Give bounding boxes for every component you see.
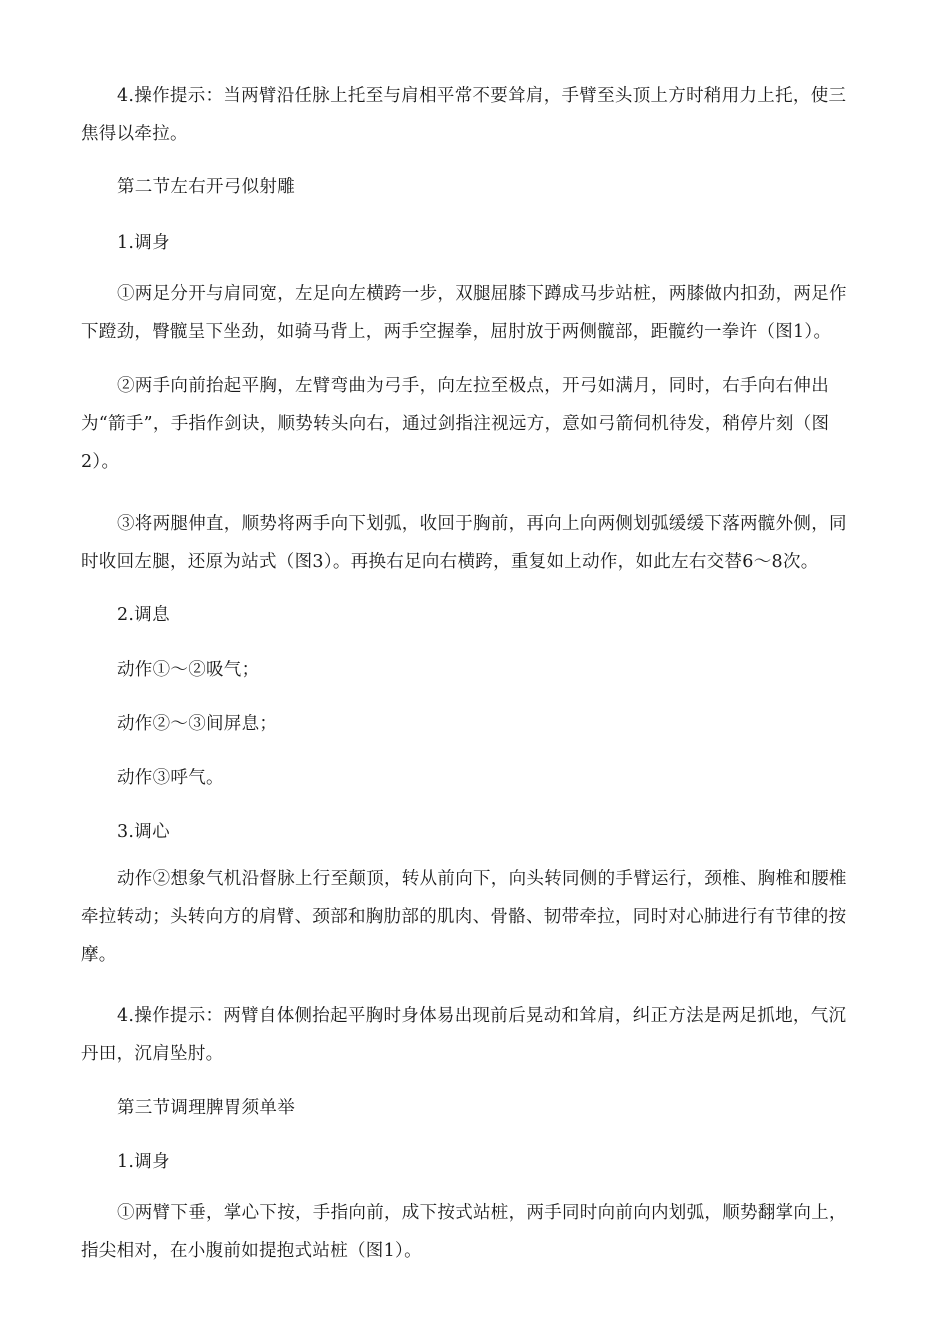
paragraph-operation-tip-2: 4.操作提示：两臂自体侧抬起平胸时身体易出现前后晃动和耸肩，纠正方法是两足抓地，气沉丹田，沉肩坠肘。	[81, 1006, 847, 1064]
section-heading-3: 第三节调理脾胃须单举	[117, 1098, 295, 1118]
paragraph-operation-tip-1: 4.操作提示：当两臂沿任脉上托至与肩相平常不要耸肩，手臂至头顶上方时稍用力上托，使三焦得以牵拉。	[81, 86, 847, 144]
subheading-tiaoshen: 1.调身	[117, 233, 170, 253]
section-heading-2: 第二节左右开弓似射雕	[117, 177, 295, 197]
subheading-tiaoxin: 3.调心	[117, 822, 170, 842]
breath-exhale: 动作③呼气。	[117, 768, 224, 788]
breath-inhale: 动作①～②吸气；	[117, 660, 260, 680]
paragraph-step-1-b: ①两臂下垂，掌心下按，手指向前，成下按式站桩，两手同时向前向内划弧，顺势翻掌向上，指尖相对，在小腹前如提抱式站桩（图1）。	[81, 1203, 847, 1261]
paragraph-mind: 动作②想象气机沿督脉上行至颠顶，转从前向下，向头转同侧的手臂运行，颈椎、胸椎和腰椎牵拉转动；头转向方的肩臂、颈部和胸肋部的肌肉、骨骼、韧带牵拉，同时对心肺进行有节律的按摩。	[81, 869, 847, 965]
paragraph-step-1: ①两足分开与肩同宽，左足向左横跨一步，双腿屈膝下蹲成马步站桩，两膝做内扣劲，两足作下蹬劲，臀髋呈下坐劲，如骑马背上，两手空握拳，屈肘放于两侧髋部，距髋约一拳许（图1）。	[81, 284, 847, 342]
subheading-tiaoshen-2: 1.调身	[117, 1152, 170, 1172]
subheading-tiaoxi: 2.调息	[117, 605, 170, 625]
breath-hold: 动作②～③间屏息；	[117, 714, 278, 734]
paragraph-step-2: ②两手向前抬起平胸，左臂弯曲为弓手，向左拉至极点，开弓如满月，同时，右手向右伸出为“箭手”，手指作剑诀，顺势转头向右，通过剑指注视远方，意如弓箭伺机待发，稍停片刻（图2）。	[81, 376, 830, 472]
paragraph-step-3: ③将两腿伸直，顺势将两手向下划弧，收回于胸前，再向上向两侧划弧缓缓下落两髋外侧，同时收回左腿，还原为站式（图3）。再换右足向右横跨，重复如上动作，如此左右交替6～8次。	[81, 514, 847, 572]
